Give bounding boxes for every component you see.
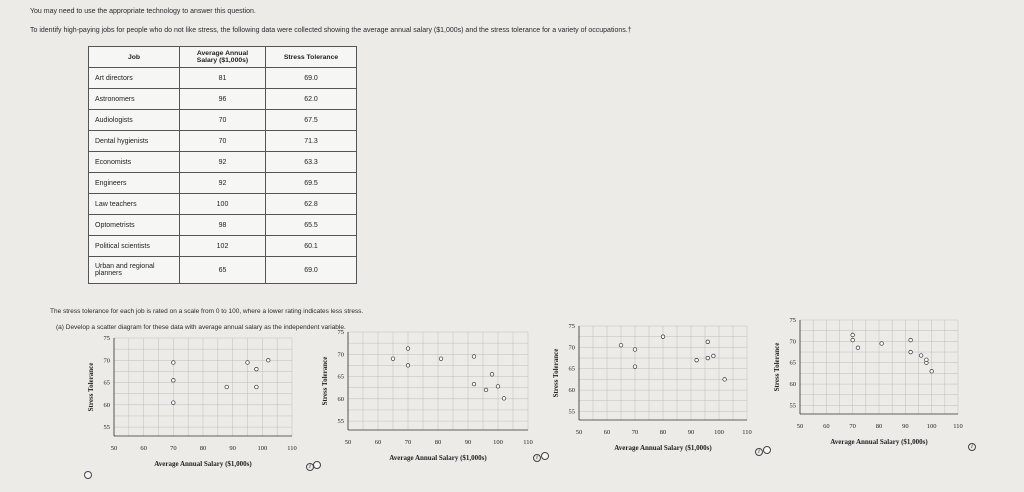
y-tick-label: 65 (337, 373, 344, 381)
job-cell: Urban and regional planners (89, 257, 180, 284)
job-cell: Political scientists (89, 236, 180, 257)
salary-cell: 100 (180, 194, 266, 215)
grid (114, 338, 292, 436)
x-tick-label: 100 (257, 445, 268, 452)
y-tick-label: 55 (789, 402, 796, 410)
data-point (633, 348, 637, 352)
scatter-plot-option-1 (84, 334, 304, 474)
table-row (89, 110, 357, 131)
x-tick-label: 90 (464, 439, 472, 446)
y-tick-label: 60 (789, 381, 796, 389)
x-tick-label: 70 (170, 445, 177, 452)
job-cell: Art directors (89, 68, 180, 89)
stress-cell: 62.0 (266, 89, 357, 110)
x-tick-label: 70 (849, 423, 856, 430)
y-axis-label: Stress Tolerance (552, 348, 560, 398)
grid (348, 332, 528, 430)
table-row (89, 215, 357, 236)
y-tick-label: 55 (103, 424, 110, 432)
y-tick-label: 60 (337, 395, 344, 403)
data-point (490, 373, 494, 377)
data-point (391, 357, 395, 361)
table-header-row (89, 47, 357, 68)
data-point (472, 382, 476, 386)
table-row (89, 257, 357, 284)
y-tick-label: 75 (337, 329, 344, 336)
table-row (89, 152, 357, 173)
y-tick-label: 55 (568, 408, 575, 416)
y-tick-label: 75 (789, 317, 796, 324)
data-point (255, 385, 259, 389)
x-tick-label: 80 (199, 445, 207, 452)
y-tick-label: 75 (568, 323, 575, 330)
x-tick-label: 90 (902, 423, 909, 430)
job-cell: Law teachers (89, 194, 180, 215)
instruction-text: You may need to use the appropriate technology to answer this question. (30, 8, 256, 15)
data-point (695, 358, 699, 362)
job-cell: Astronomers (89, 89, 180, 110)
y-axis-label: Stress Tolerance (87, 362, 95, 412)
data-point (909, 338, 913, 342)
table-row (89, 236, 357, 257)
x-tick-label: 70 (404, 439, 412, 446)
problem-statement: To identify high-paying jobs for people who do not like stress, the following data were collected showing the average annual salary ($1,000s) and the stress tolerance for a variety of occupations.† (30, 27, 632, 34)
x-tick-label: 110 (523, 439, 533, 446)
y-tick-label: 55 (337, 418, 344, 426)
scale-note: The stress tolerance for each job is rated on a scale from 0 to 100, where a lower rating indicates less stress. (50, 308, 364, 315)
data-point (706, 340, 710, 344)
x-tick-label: 60 (140, 445, 147, 452)
table-row (89, 194, 357, 215)
stress-cell: 62.8 (266, 194, 357, 215)
option-1-radio[interactable] (84, 471, 92, 479)
x-tick-label: 50 (796, 423, 804, 430)
stress-cell: 69.5 (266, 173, 357, 194)
scatter-plot-option-3 (549, 322, 759, 458)
option-3-info-icon[interactable]: i (755, 448, 763, 456)
y-axis-label: Stress Tolerance (321, 356, 329, 406)
data-point (930, 369, 934, 373)
job-cell: Economists (89, 152, 180, 173)
job-cell: Dental hygienists (89, 131, 180, 152)
y-tick-label: 65 (568, 365, 575, 373)
data-point (706, 356, 710, 360)
job-cell: Optometrists (89, 215, 180, 236)
y-tick-label: 70 (568, 344, 575, 352)
stress-cell: 67.5 (266, 110, 357, 131)
data-point (661, 335, 665, 339)
table-row (89, 89, 357, 110)
x-tick-label: 80 (659, 429, 667, 436)
stress-cell: 60.1 (266, 236, 357, 257)
y-axis-label: Stress Tolerance (773, 342, 781, 392)
header-job: Job (89, 47, 180, 68)
salary-cell: 92 (180, 173, 266, 194)
option-1-info-icon[interactable]: i (306, 463, 314, 471)
salary-cell: 98 (180, 215, 266, 236)
y-tick-label: 65 (789, 359, 796, 367)
scatter-plot-option-4 (770, 316, 970, 452)
data-point (246, 361, 250, 365)
header-stress: Stress Tolerance (266, 47, 357, 68)
data-point (255, 367, 259, 371)
x-axis-label: Average Annual Salary ($1,000s) (154, 460, 252, 468)
x-tick-label: 90 (229, 445, 236, 452)
x-tick-label: 50 (575, 429, 583, 436)
grid (800, 320, 958, 414)
x-tick-label: 110 (953, 423, 963, 430)
x-tick-label: 60 (823, 423, 830, 430)
data-point (712, 354, 716, 358)
x-tick-label: 80 (434, 439, 442, 446)
option-2-info-icon[interactable]: i (533, 454, 541, 462)
x-axis-label: Average Annual Salary ($1,000s) (614, 444, 712, 452)
x-tick-label: 50 (110, 445, 118, 452)
table-row (89, 173, 357, 194)
data-point (633, 365, 637, 369)
y-tick-label: 65 (103, 379, 110, 387)
table-row (89, 68, 357, 89)
data-point (925, 358, 929, 362)
data-point (502, 397, 506, 401)
salary-cell: 96 (180, 89, 266, 110)
data-point (851, 338, 855, 342)
data-point (406, 347, 410, 351)
data-point (851, 333, 855, 337)
option-4-info-icon[interactable]: i (968, 443, 976, 451)
option-3-radio[interactable] (541, 452, 549, 460)
stress-cell: 71.3 (266, 131, 357, 152)
salary-cell: 81 (180, 68, 266, 89)
data-point (919, 354, 923, 358)
y-tick-label: 70 (337, 351, 344, 359)
stress-cell: 65.5 (266, 215, 357, 236)
data-point (172, 379, 176, 383)
y-tick-label: 75 (103, 335, 110, 342)
x-axis-label: Average Annual Salary ($1,000s) (830, 438, 928, 446)
x-tick-label: 80 (875, 423, 883, 430)
option-2-radio[interactable] (313, 461, 321, 469)
part-a-prompt: (a) Develop a scatter diagram for these data with average annual salary as the independent variable. (56, 324, 346, 331)
data-point (723, 378, 727, 382)
x-tick-label: 100 (493, 439, 503, 446)
salary-cell: 65 (180, 257, 266, 284)
job-cell: Engineers (89, 173, 180, 194)
data-point (484, 388, 488, 392)
x-tick-label: 60 (374, 439, 382, 446)
x-tick-label: 110 (287, 445, 297, 452)
salary-cell: 70 (180, 110, 266, 131)
job-cell: Audiologists (89, 110, 180, 131)
x-axis-label: Average Annual Salary ($1,000s) (389, 454, 487, 462)
x-tick-label: 70 (631, 429, 639, 436)
stress-cell: 69.0 (266, 68, 357, 89)
data-point (856, 346, 860, 350)
data-point (172, 361, 176, 365)
data-point (225, 385, 229, 389)
data-point (266, 358, 270, 362)
x-tick-label: 100 (714, 429, 724, 436)
data-point (880, 342, 884, 346)
table-row (89, 131, 357, 152)
x-tick-label: 90 (687, 429, 695, 436)
y-tick-label: 60 (568, 387, 575, 395)
x-tick-label: 100 (926, 423, 937, 430)
data-point (496, 385, 500, 389)
header-salary: Average Annual Salary ($1,000s) (180, 47, 266, 68)
data-point (172, 401, 176, 405)
data-point (909, 350, 913, 354)
salary-cell: 70 (180, 131, 266, 152)
scatter-plot-option-2 (318, 328, 540, 468)
y-tick-label: 70 (103, 357, 110, 365)
data-point (439, 357, 443, 361)
data-table (88, 46, 357, 284)
x-tick-label: 110 (742, 429, 752, 436)
salary-cell: 102 (180, 236, 266, 257)
grid (579, 326, 747, 420)
data-point (472, 355, 476, 359)
y-tick-label: 70 (789, 338, 796, 346)
x-tick-label: 50 (344, 439, 352, 446)
data-point (406, 364, 410, 368)
data-point (619, 343, 623, 347)
y-tick-label: 60 (103, 401, 110, 409)
stress-cell: 69.0 (266, 257, 357, 284)
option-4-radio[interactable] (763, 446, 771, 454)
stress-cell: 63.3 (266, 152, 357, 173)
x-tick-label: 60 (603, 429, 611, 436)
salary-cell: 92 (180, 152, 266, 173)
